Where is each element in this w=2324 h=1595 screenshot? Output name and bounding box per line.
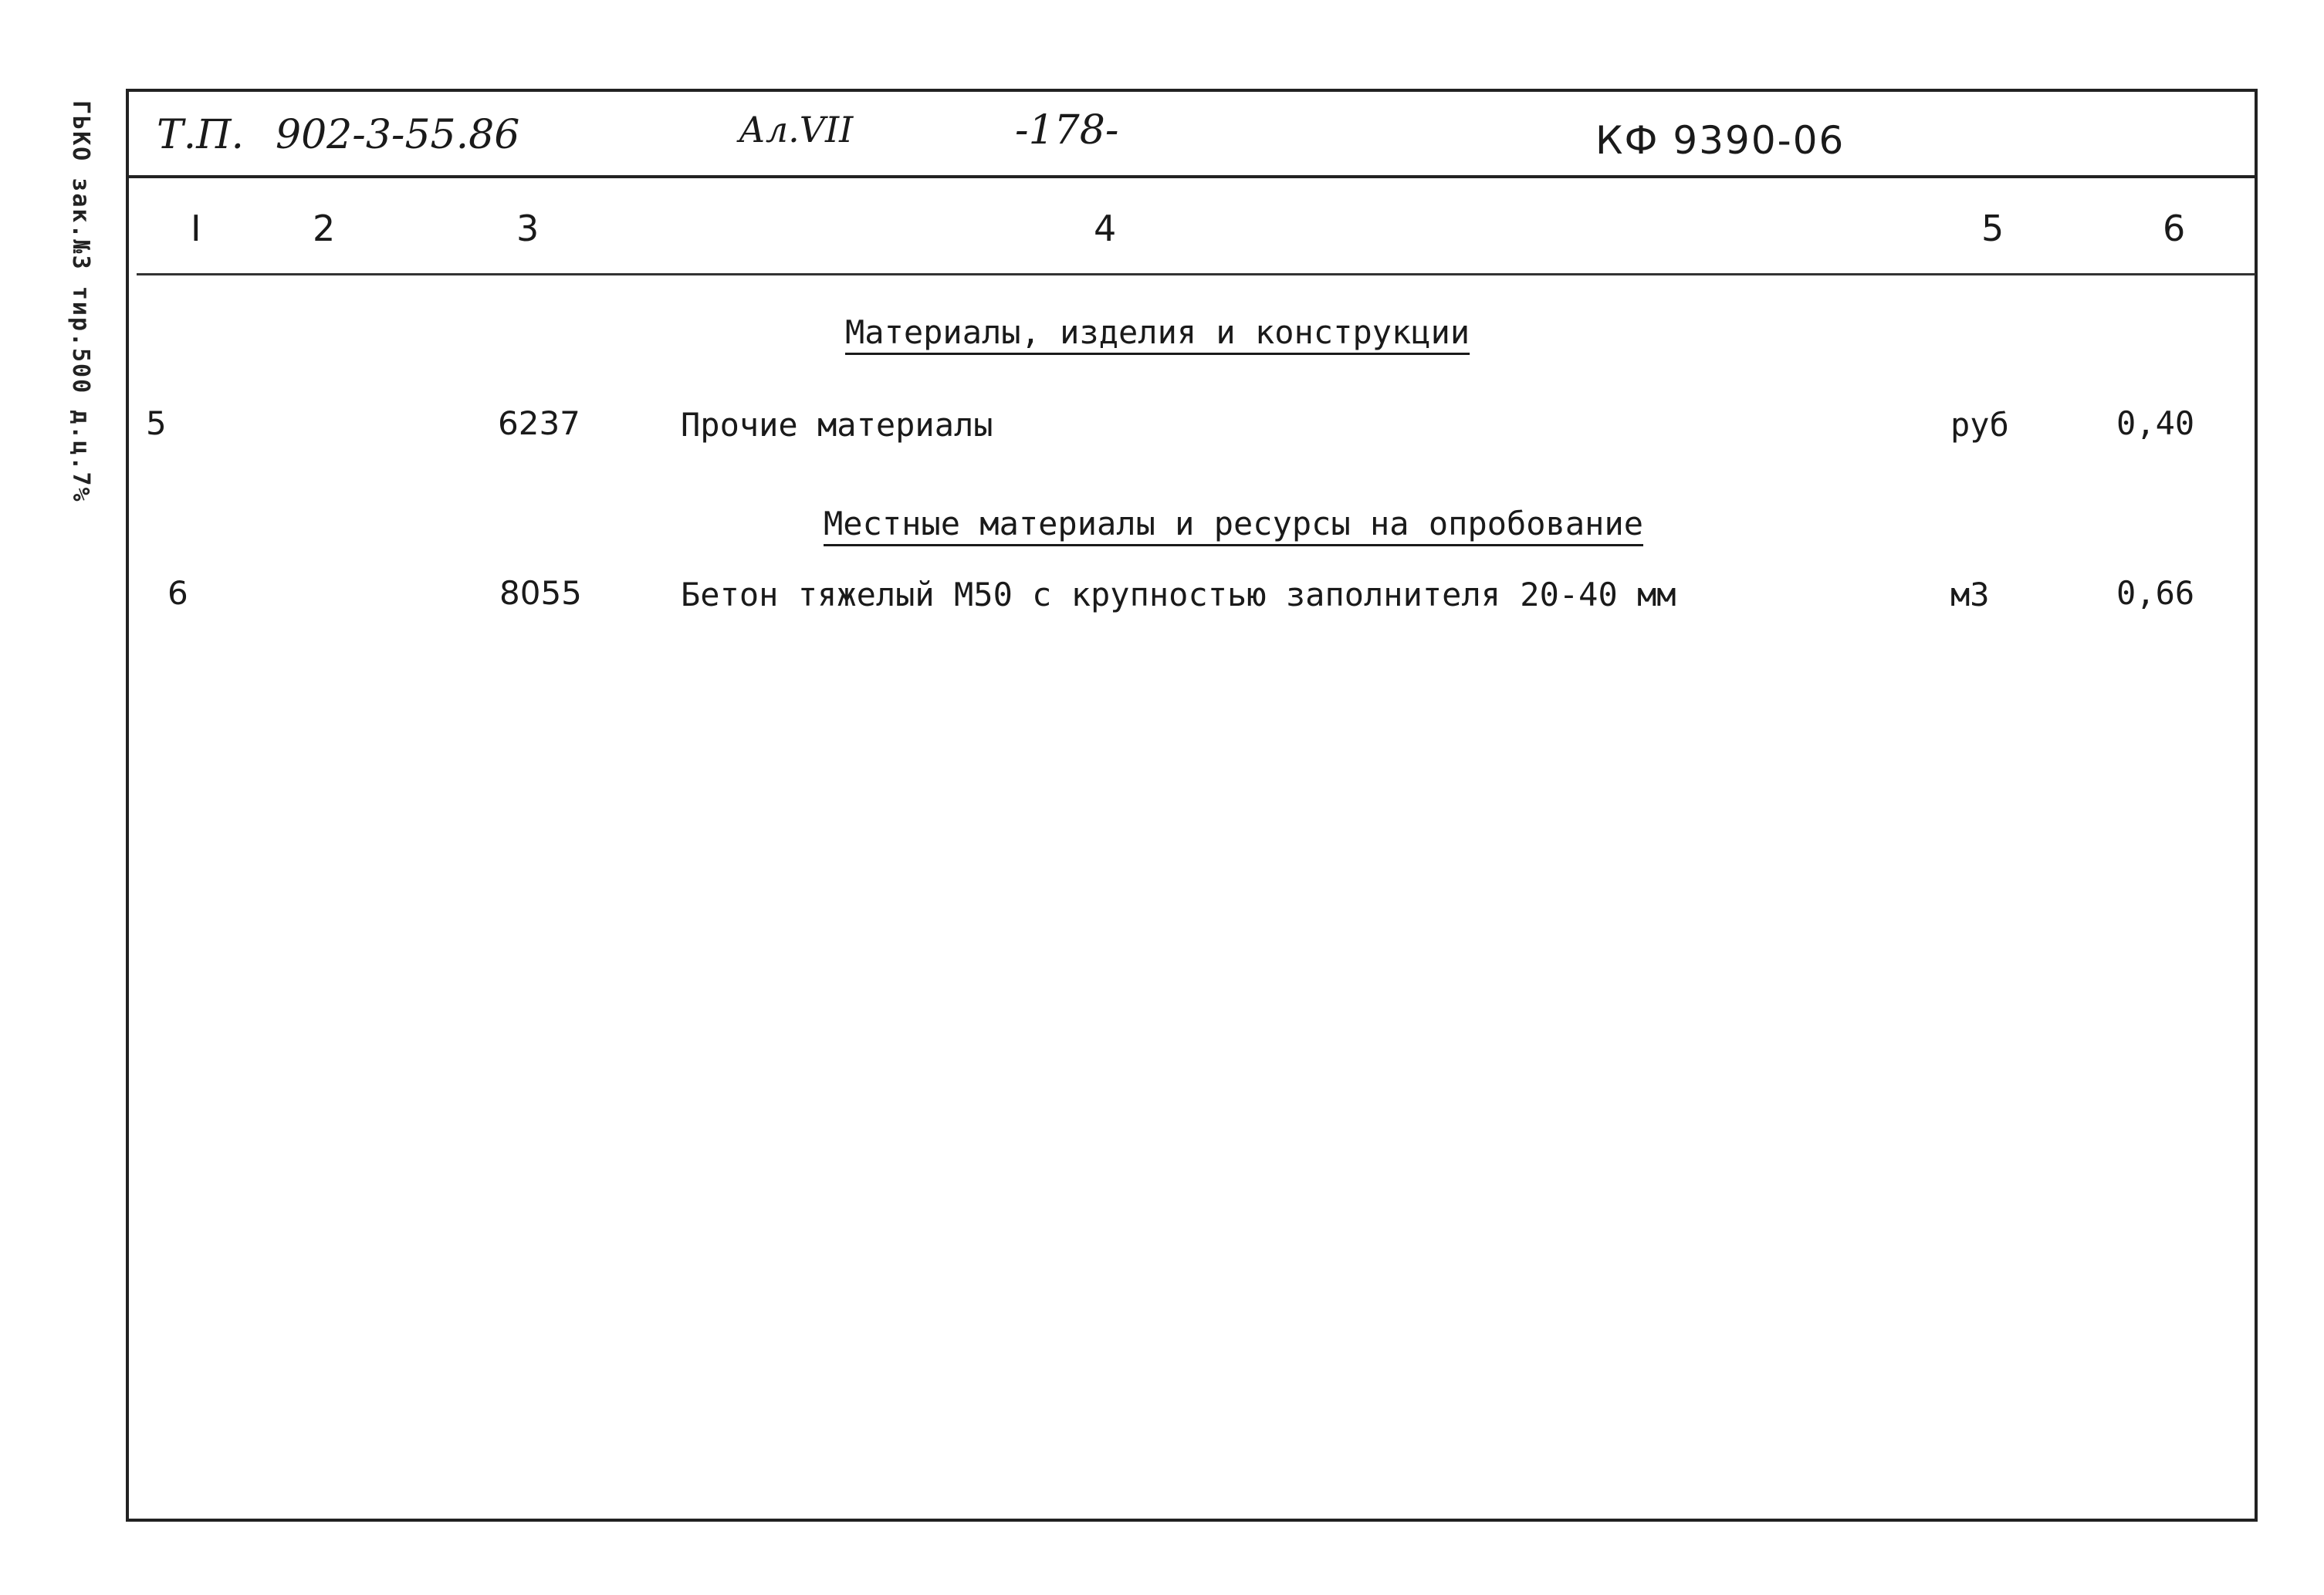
cell-description: Бетон тяжелый М50 с крупностью заполнителя 20-40 мм [681, 576, 1676, 613]
column-header-5: 5 [1981, 208, 2004, 249]
series-label: Т.П. [157, 112, 245, 158]
section-title: Материалы, изделия и конструкции [845, 313, 1470, 351]
cell-unit: м3 [1950, 576, 1990, 613]
column-header-4: 4 [1094, 208, 1117, 249]
print-stamp: ГЬКО зак.№3 тир.500 д.ц.7% [67, 100, 94, 503]
cell-unit: руб [1950, 406, 2009, 444]
column-header-3: 3 [516, 208, 540, 249]
title-block [129, 92, 2255, 178]
cell-code: 6237 [498, 404, 580, 442]
archive-stamp: КФ 9390-06 [1595, 118, 1845, 163]
project-number: 902-3-55.86 [276, 112, 520, 158]
header-divider [137, 273, 2255, 275]
section-title: Местные материалы и ресурсы на опробование [824, 505, 1644, 542]
column-header-6: 6 [2163, 208, 2186, 249]
cell-description: Прочие материалы [681, 406, 993, 444]
cell-quantity: 0,40 [2116, 404, 2195, 442]
cell-quantity: 0,66 [2116, 574, 2195, 612]
document-sheet [126, 89, 2258, 1522]
column-header-2: 2 [313, 208, 336, 249]
cell-code: 8055 [499, 574, 582, 612]
column-header-1: I [191, 208, 201, 249]
cell-position: 6 [167, 574, 188, 612]
album-number: Ал.VII [739, 109, 854, 150]
cell-position: 5 [146, 404, 167, 442]
page-number: -178- [1015, 107, 1119, 154]
